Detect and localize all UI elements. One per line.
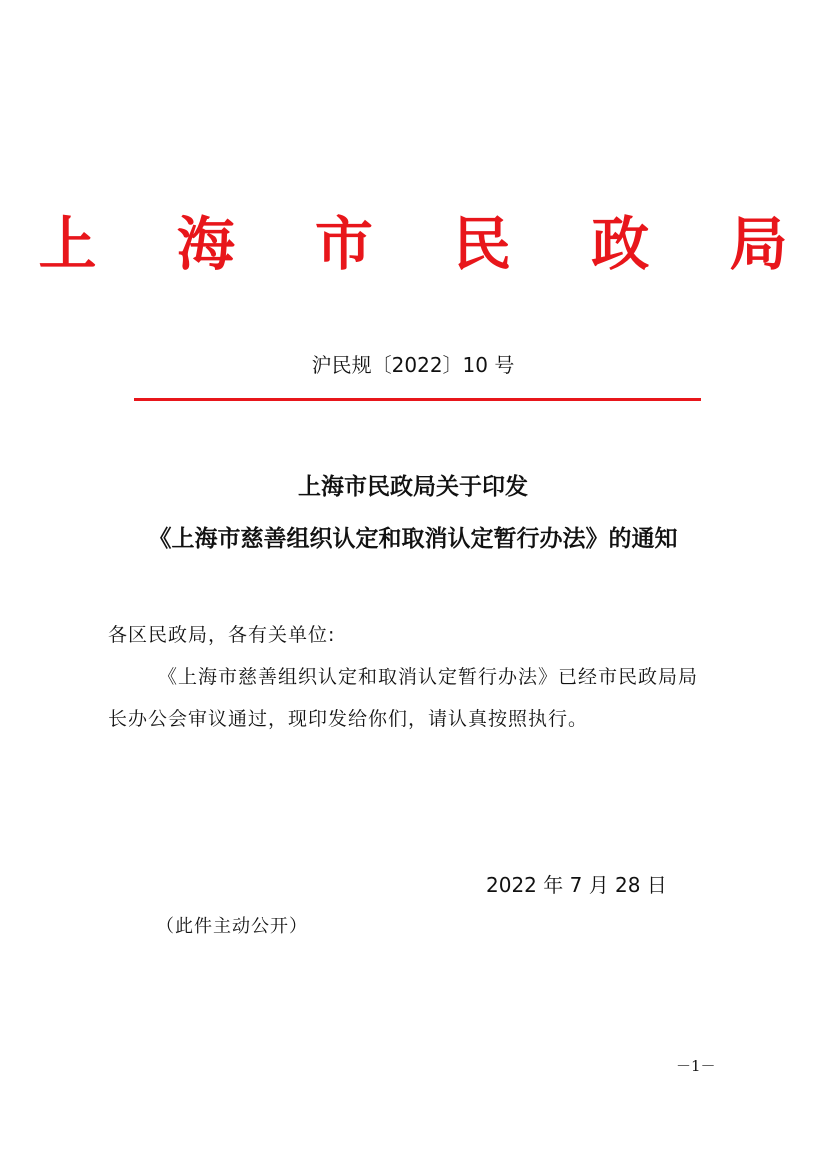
page-number: －1－ <box>676 1057 716 1075</box>
document-number: 沪民规〔2022〕10 号 <box>311 353 515 377</box>
issue-date: 2022 年 7 月 28 日 <box>486 873 667 897</box>
red-divider-line <box>134 398 701 401</box>
body-paragraph-line-2: 长办公会审议通过，现印发给你们，请认真按照执行。 <box>108 708 589 730</box>
document-title-line-2: 《上海市慈善组织认定和取消认定暂行办法》的通知 <box>148 525 678 552</box>
body-paragraph-line-1: 《上海市慈善组织认定和取消认定暂行办法》已经市民政局局 <box>158 666 699 688</box>
agency-header: 上 海 市 民 政 局 <box>38 210 818 278</box>
public-disclosure-note: （此件主动公开） <box>156 916 308 937</box>
document-title-line-1: 上海市民政局关于印发 <box>298 473 528 500</box>
salutation: 各区民政局，各有关单位: <box>108 624 336 646</box>
